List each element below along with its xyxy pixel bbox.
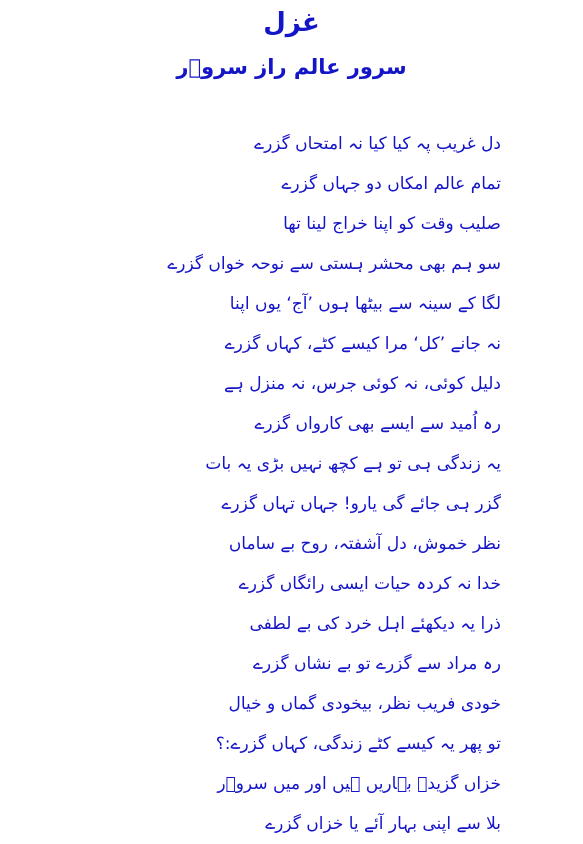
verse-line: خودی فریب نظر، بیخودی گماں و خیال — [228, 694, 501, 714]
poet-name: سرور عالم راز سروؔر — [176, 55, 407, 79]
verse-line: دلیل کوئی، نہ کوئی جرس، نہ منزل ہے — [223, 374, 501, 394]
verse-line: تو پھر یہ کیسے کٹے زندگی، کہاں گزرے:؟ — [215, 734, 501, 754]
poem-title: غزل — [263, 8, 320, 38]
couplet — [41, 124, 501, 204]
verse-line: گزر ہی جائے گی یارو! جہاں تہاں گزرے — [221, 494, 501, 514]
verse-line: رہ اُمید سے ایسے بھی کارواں گزرے — [254, 414, 501, 434]
verse-line: تمام عالم امکاں دو جہاں گزرے — [281, 174, 501, 194]
poem-body — [41, 124, 501, 844]
couplet — [41, 604, 501, 684]
verse-line: بلا سے اپنی بہار آئے یا خزاں گزرے — [265, 814, 501, 834]
verse-line: خدا نہ کردہ حیات ایسی رائگاں گزرے — [238, 574, 501, 594]
verse-line: صلیب وقت کو اپنا خراج لینا تھا — [283, 214, 501, 234]
couplet — [41, 284, 501, 364]
verse-line: نہ جانے ’کل‘ مرا کیسے کٹے، کہاں گزرے — [224, 334, 501, 354]
couplet — [41, 444, 501, 524]
couplet — [41, 364, 501, 444]
couplet — [41, 204, 501, 284]
couplet — [41, 524, 501, 604]
verse-line: سو ہم بھی محشر ہستی سے نوحہ خواں گزرے — [167, 254, 501, 274]
couplet — [41, 764, 501, 844]
verse-line: دل غریب پہ کیا کیا نہ امتحاں گزرے — [254, 134, 501, 154]
verse-line: خزاں گزیدہ بہاریں ہیں اور میں سروؔر — [217, 774, 501, 794]
verse-line: رہ مراد سے گزرے تو بے نشاں گزرے — [252, 654, 501, 674]
verse-line: ذرا یہ دیکھئے اہل خرد کی بے لطفی — [249, 614, 501, 634]
couplet — [41, 684, 501, 764]
verse-line: یہ زندگی ہی تو ہے کچھ نہیں بڑی یہ بات — [205, 454, 501, 474]
verse-line: لگا کے سینہ سے بیٹھا ہوں ’آج‘ یوں اپنا — [229, 294, 501, 314]
verse-line: نظر خموش، دل آشفتہ، روح بے ساماں — [228, 534, 501, 554]
